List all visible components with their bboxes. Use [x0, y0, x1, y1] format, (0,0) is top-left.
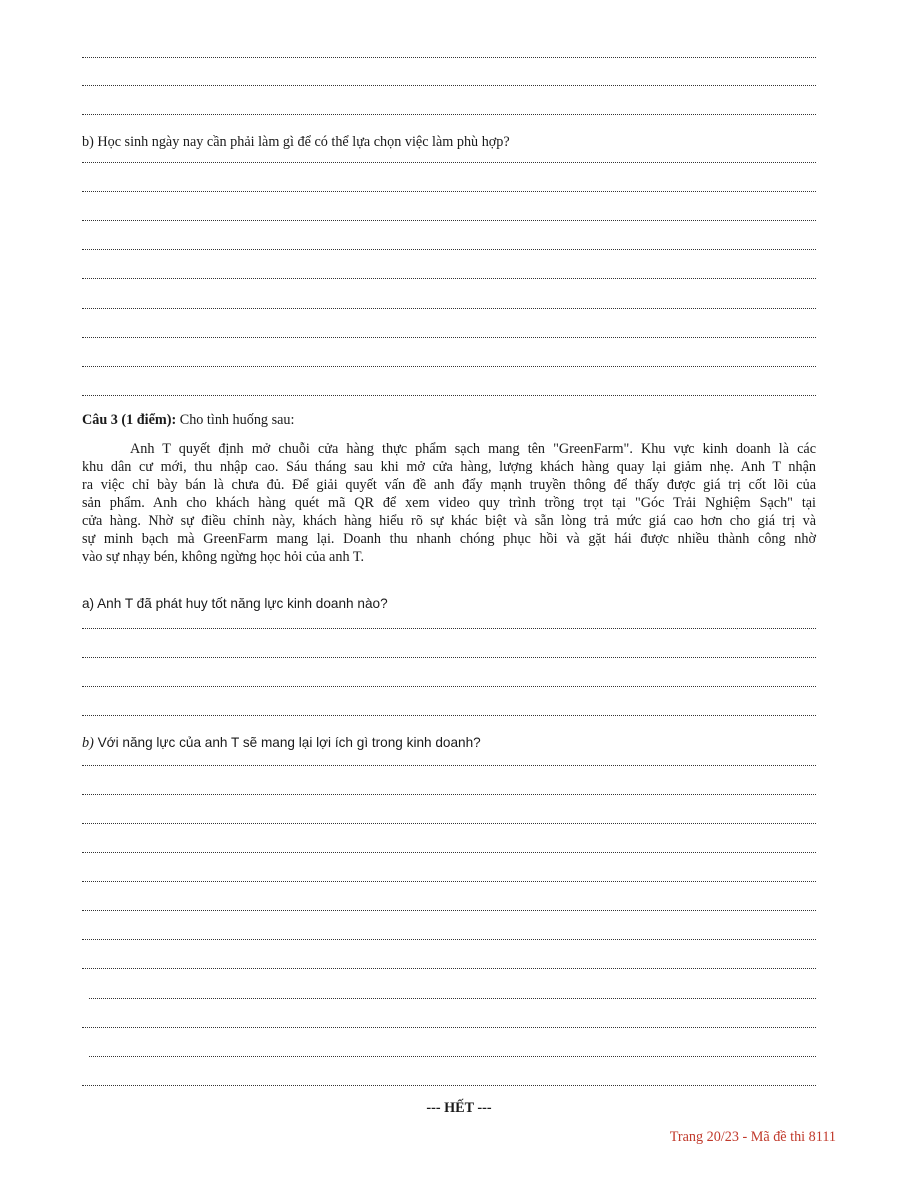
- end-of-exam-mark: --- HẾT ---: [426, 1100, 492, 1116]
- answer-line: [82, 308, 816, 309]
- page-footer: Trang 20/23 - Mã đề thi 8111: [669, 1129, 836, 1145]
- scenario-line: khu dân cư mới, thu nhập cao. Sáu tháng sau khi mở cửa hàng, lượng khách hàng quay lại giảm nhẹ. Anh T nhận: [82, 459, 816, 475]
- scenario-line: Anh T quyết định mở chuỗi cửa hàng thực phẩm sạch mang tên "GreenFarm". Khu vực kinh doanh là các: [130, 441, 816, 457]
- answer-line: [82, 657, 816, 658]
- answer-line: [82, 628, 816, 629]
- answer-line: [82, 1085, 816, 1086]
- scenario-line: ra việc chỉ bày bán là chưa đủ. Để giải quyết vấn đề anh đẩy mạnh truyền thông để thấy được giá trị cốt lõi của: [82, 477, 816, 493]
- answer-line: [82, 220, 816, 221]
- answer-line: [82, 852, 816, 853]
- answer-line: [82, 57, 816, 58]
- answer-line: [82, 191, 816, 192]
- scenario-line: cửa hàng. Nhờ sự điều chỉnh này, khách hàng hiểu rõ sự khác biệt và sẵn lòng trả mức giá cao hơn cho giá trị và: [82, 513, 816, 529]
- answer-line: [82, 939, 816, 940]
- answer-line: [82, 715, 816, 716]
- answer-line: [82, 114, 816, 115]
- question-2b-text: b) Học sinh ngày nay cần phải làm gì để có thể lựa chọn việc làm phù hợp?: [82, 134, 510, 150]
- question-3a-text: a) Anh T đã phát huy tốt năng lực kinh doanh nào?: [82, 596, 388, 611]
- question-3b-text: Với năng lực của anh T sẽ mang lại lợi ích gì trong kinh doanh?: [93, 735, 481, 750]
- scenario-line: sản phẩm. Anh cho khách hàng quét mã QR để xem video quy trình trồng trọt tại "Góc Trải Nghiệm Sạch" tại: [82, 495, 816, 511]
- question-3b-label: b): [82, 735, 94, 751]
- answer-line: [82, 686, 816, 687]
- answer-line: [82, 823, 816, 824]
- answer-line: [89, 998, 816, 999]
- answer-line: [82, 794, 816, 795]
- answer-line: [82, 85, 816, 86]
- question-3b-row: [82, 734, 481, 752]
- answer-line: [82, 1027, 816, 1028]
- answer-line: [82, 881, 816, 882]
- answer-line: [82, 366, 816, 367]
- answer-line: [82, 162, 816, 163]
- answer-line: [82, 249, 816, 250]
- question-3-scenario: [82, 440, 816, 566]
- answer-line: [82, 968, 816, 969]
- answer-line: [82, 910, 816, 911]
- answer-line: [82, 278, 816, 279]
- scenario-line: sự minh bạch mà GreenFarm mang lại. Doanh thu nhanh chóng phục hồi và gặt hái được nhiều thành công nhờ: [82, 531, 816, 547]
- answer-line: [82, 395, 816, 396]
- question-3-heading-row: [82, 411, 294, 429]
- question-3-heading: Câu 3 (1 điểm):: [82, 412, 177, 428]
- question-3-intro: Cho tình huống sau:: [176, 412, 295, 428]
- answer-line: [82, 337, 816, 338]
- scenario-line: vào sự nhạy bén, không ngừng học hỏi của anh T.: [82, 549, 364, 565]
- answer-line: [89, 1056, 816, 1057]
- answer-line: [82, 765, 816, 766]
